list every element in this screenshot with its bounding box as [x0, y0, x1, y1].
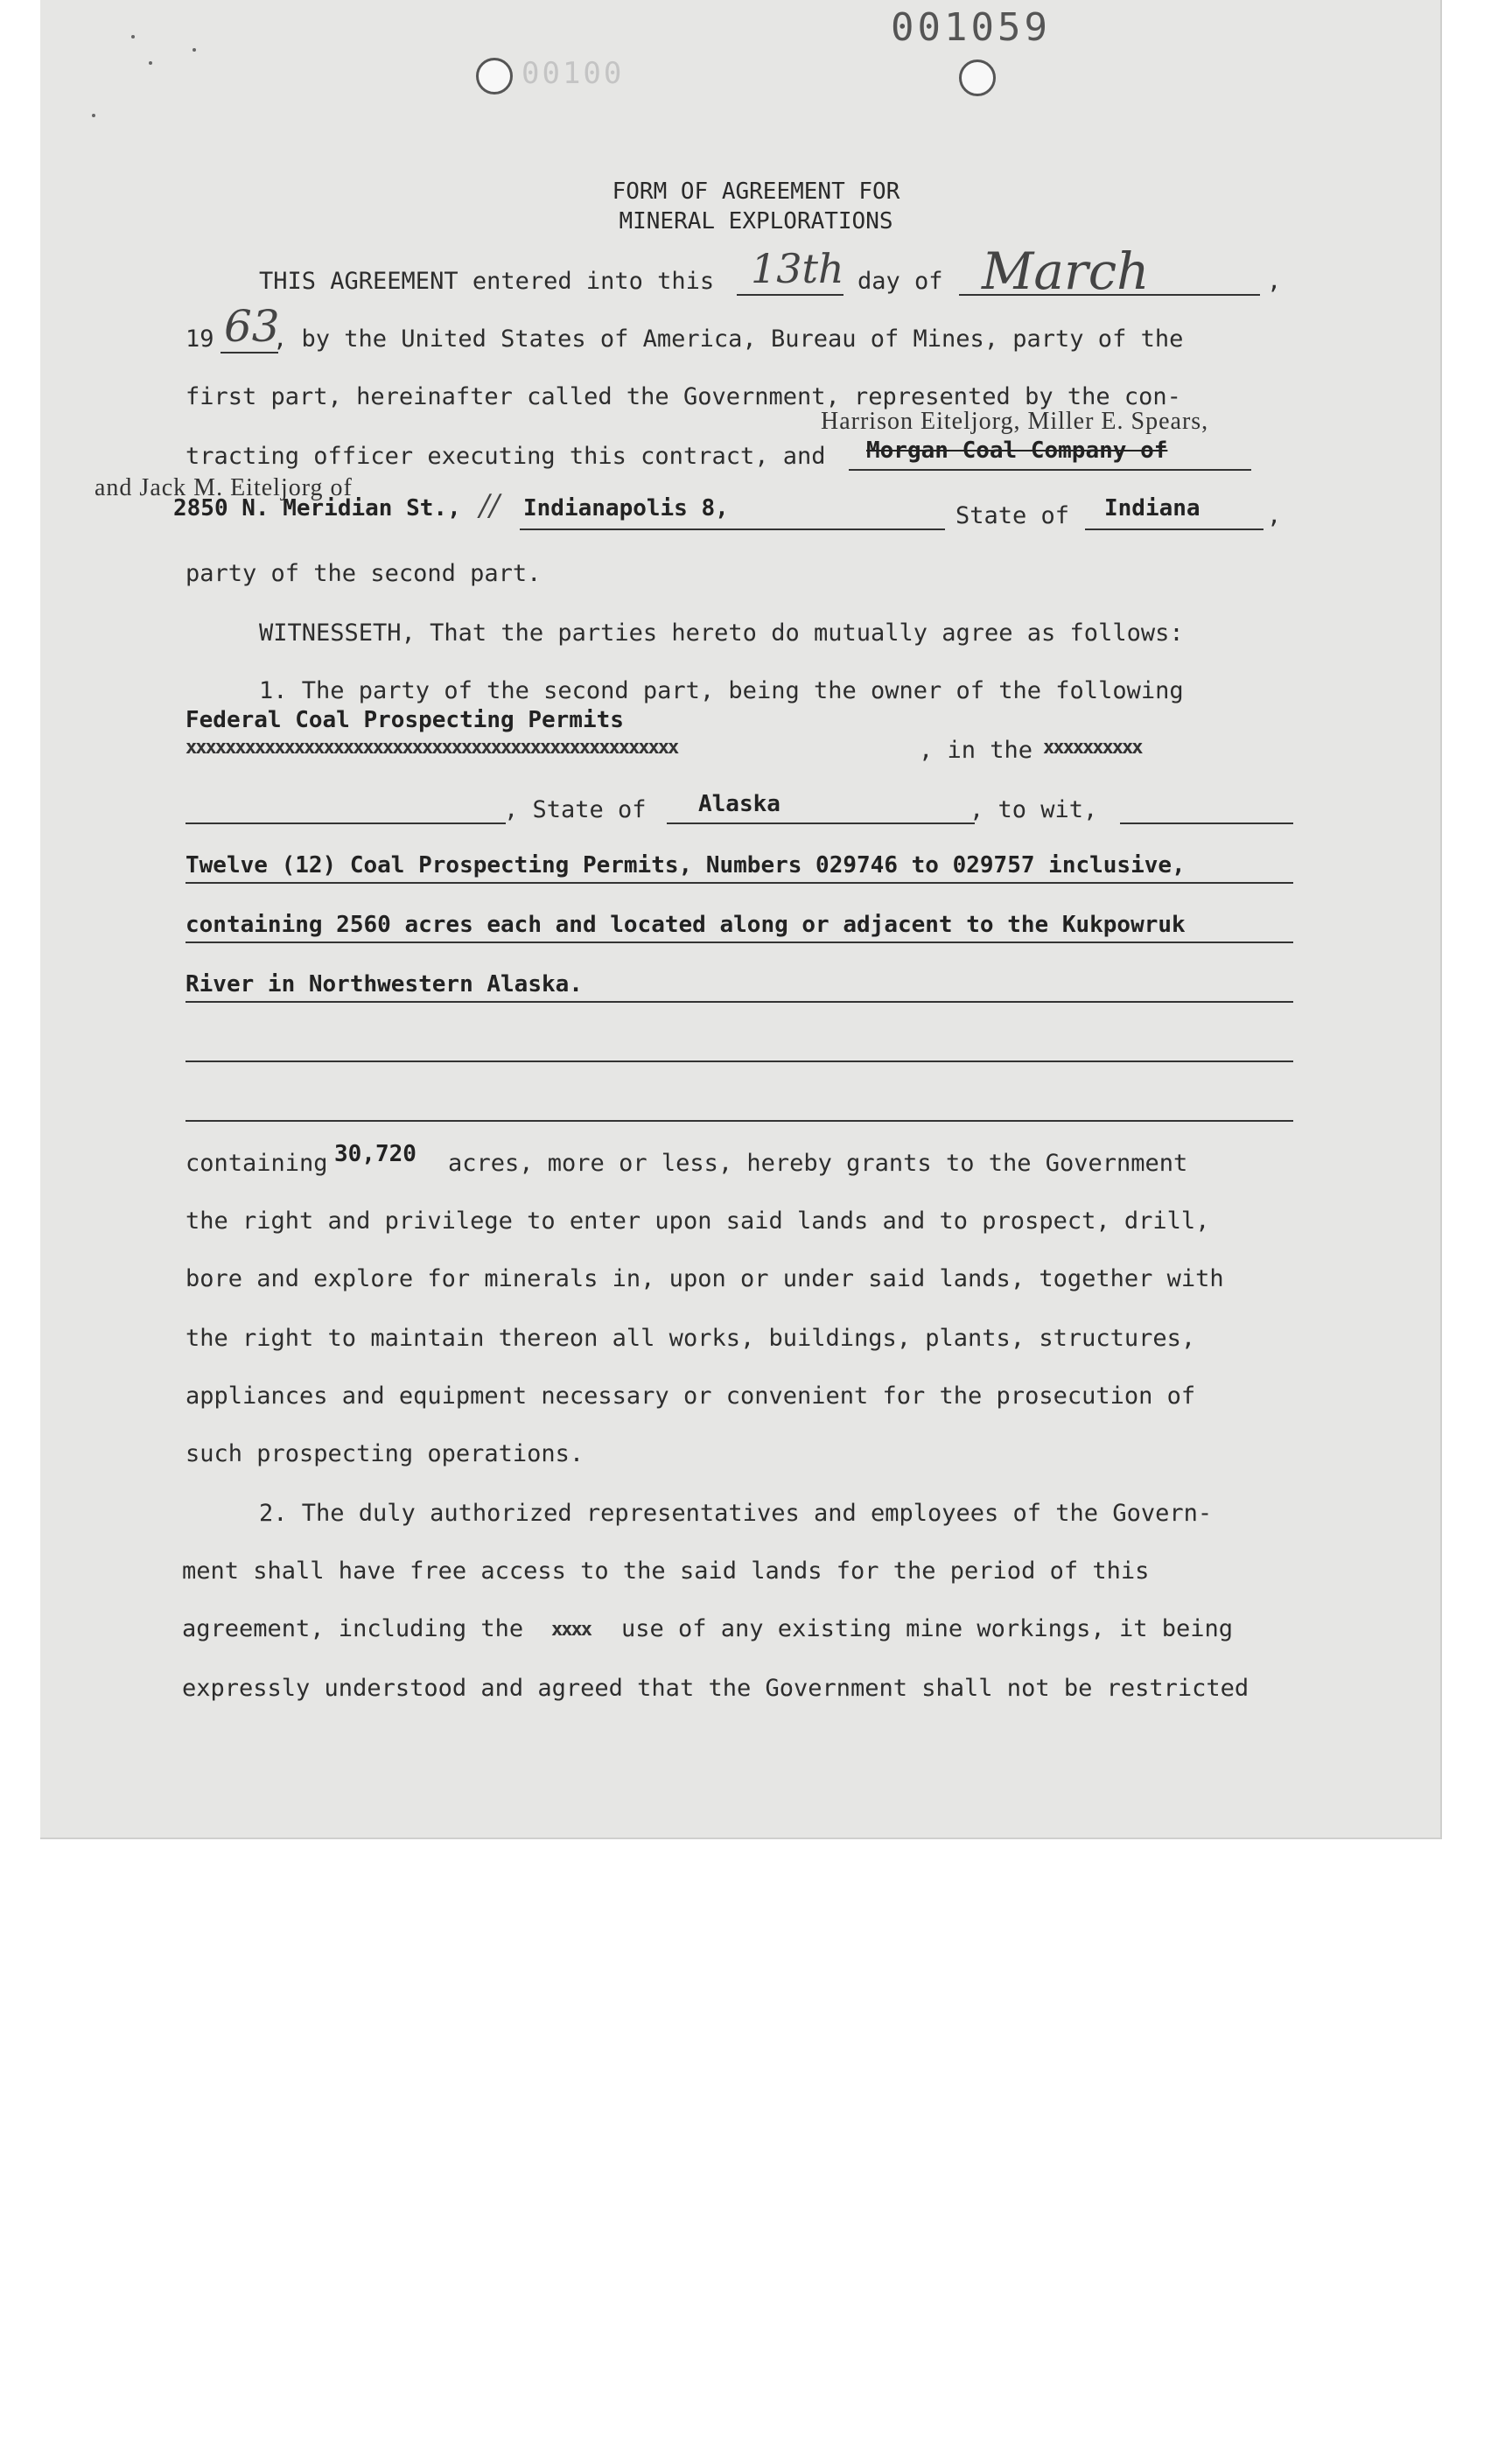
acreage: 30,720	[334, 1141, 416, 1167]
item2-line-3a: agreement, including the	[182, 1615, 524, 1642]
handwritten-month: March	[982, 242, 1150, 301]
desc-blank-2	[186, 942, 1293, 943]
state-blank	[1085, 528, 1264, 530]
item1-state-label: , State of	[504, 796, 647, 823]
item2-xout: xxxx	[551, 1619, 591, 1641]
handwritten-day: 13th	[751, 245, 844, 292]
desc-blank-1	[186, 882, 1293, 884]
comma: ,	[1267, 268, 1282, 295]
handwritten-year: 63	[224, 301, 280, 352]
handwritten-mark: //	[480, 488, 500, 523]
paper-speck	[192, 48, 196, 52]
item1-state: Alaska	[698, 791, 780, 817]
intro-text-5: party of the second part.	[186, 560, 542, 587]
item1-body-3: bore and explore for minerals in, upon or under said lands, together with	[186, 1265, 1224, 1292]
party-blank	[849, 469, 1251, 471]
party-address: 2850 N. Meridian St.,	[173, 495, 461, 522]
witnesseth-text: WITNESSETH, That the parties hereto do mutually agree as follows:	[259, 620, 1184, 647]
item1-desc-line-1: Twelve (12) Coal Prospecting Permits, Numbers 029746 to 029757 inclusive,	[186, 852, 1186, 878]
item1-state-blank	[667, 822, 975, 824]
item1-in-the: , in the	[919, 737, 1033, 764]
item2-line-4: expressly understood and agreed that the Government shall not be restricted	[182, 1675, 1250, 1702]
containing-label: containing	[186, 1150, 328, 1177]
form-title-line-1: FORM OF AGREEMENT FOR	[612, 178, 900, 205]
desc-blank-3	[186, 1001, 1293, 1003]
item1-body-2: the right and privilege to enter upon said lands and to prospect, drill,	[186, 1208, 1210, 1235]
paper-speck	[149, 61, 152, 65]
item1-body-4: the right to maintain thereon all works, buildings, plants, structures,	[186, 1325, 1196, 1352]
item1-county-xout: xxxxxxxxxx	[1043, 737, 1142, 759]
item2-line-1: 2. The duly authorized representatives and employees of the Govern-	[259, 1500, 1213, 1527]
item1-desc-line-2: containing 2560 acres each and located along or adjacent to the Kukpowruk	[186, 912, 1186, 938]
day-blank	[737, 294, 844, 296]
comma-2: ,	[1267, 502, 1282, 529]
party-city: Indianapolis 8,	[523, 495, 729, 522]
intro-text-2: , by the United States of America, Bureau of Mines, party of the	[273, 326, 1184, 353]
item1-desc-line-3: River in Northwestern Alaska.	[186, 971, 583, 998]
city-blank	[520, 528, 945, 530]
intro-text: THIS AGREEMENT entered into this	[259, 268, 715, 295]
paper-speck	[131, 35, 135, 38]
item1-text: 1. The party of the second part, being the owner of the following	[259, 677, 1184, 704]
party-state: Indiana	[1104, 495, 1200, 522]
struck-party-name: Morgan Coal Company of	[866, 438, 1168, 464]
day-of-text: day of	[858, 268, 943, 295]
item2-line-3b: use of any existing mine workings, it being	[621, 1615, 1233, 1642]
desc-blank-5	[186, 1120, 1293, 1122]
document-number: 001059	[891, 5, 1051, 50]
intro-text-4: tracting officer executing this contract, and	[186, 443, 826, 470]
item1-body-6: such prospecting operations.	[186, 1440, 584, 1467]
inserted-names-2: and Jack M. Eiteljorg of	[94, 474, 353, 501]
intro-text-3: first part, hereinafter called the Government, represented by the con-	[186, 383, 1181, 410]
item1-permits-fill: Federal Coal Prospecting Permits	[186, 707, 624, 733]
item1-body-1: acres, more or less, hereby grants to the Government	[448, 1150, 1188, 1177]
inserted-names: Harrison Eiteljorg, Miller E. Spears,	[821, 408, 1209, 435]
year-blank	[220, 352, 278, 354]
item1-to-wit: , to wit,	[970, 796, 1098, 823]
year-prefix: 19	[186, 326, 214, 353]
faded-stamp-number: 00100	[522, 56, 625, 91]
paper-speck	[92, 114, 95, 117]
county-blank	[186, 822, 506, 824]
to-wit-blank	[1120, 822, 1293, 824]
item2-line-2: ment shall have free access to the said lands for the period of this	[182, 1558, 1150, 1585]
punch-hole-right	[959, 60, 996, 96]
form-title-line-2: MINERAL EXPLORATIONS	[619, 208, 893, 234]
desc-blank-4	[186, 1060, 1293, 1062]
state-label: State of	[956, 502, 1070, 529]
punch-hole-left	[476, 58, 513, 94]
item1-xout: xxxxxxxxxxxxxxxxxxxxxxxxxxxxxxxxxxxxxxxxxxxxxxxxxx	[186, 737, 678, 759]
item1-body-5: appliances and equipment necessary or convenient for the prosecution of	[186, 1382, 1196, 1410]
